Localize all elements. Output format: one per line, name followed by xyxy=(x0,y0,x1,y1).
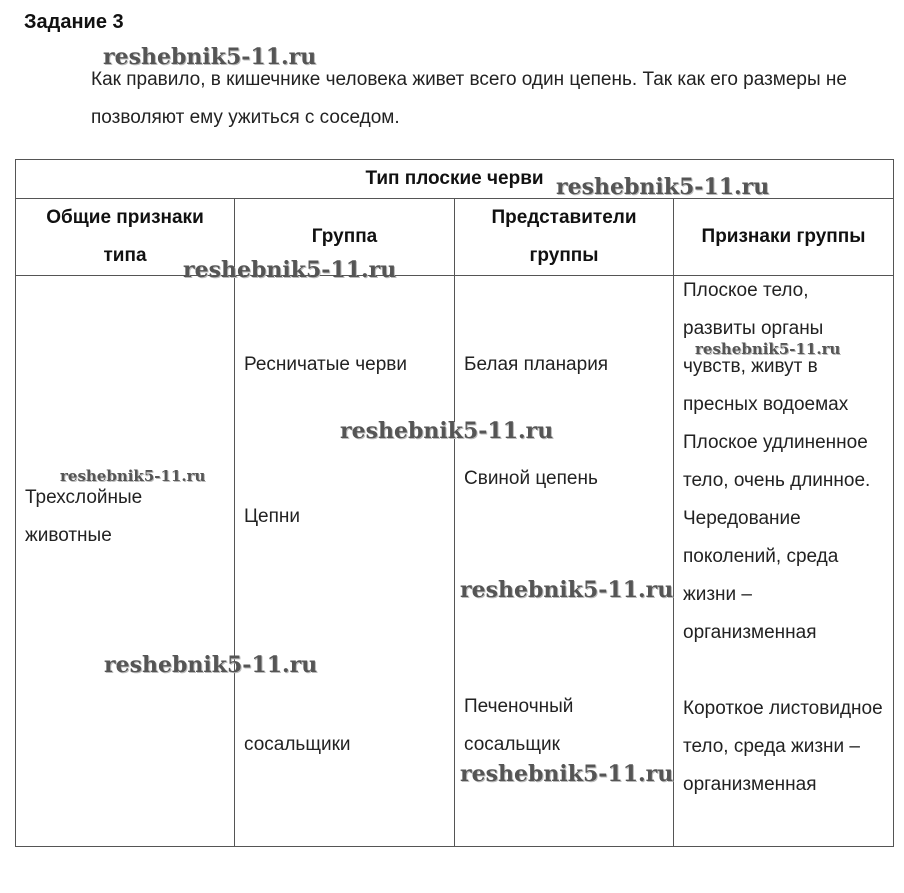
header-representatives: Представители группы xyxy=(455,199,674,276)
rep-liver-fluke: Печеночный сосальщик xyxy=(464,696,574,755)
watermark: reshebnik5-11.ru xyxy=(460,577,674,603)
watermark: reshebnik5-11.ru xyxy=(460,761,674,787)
rep-pork-tapeworm: Свиной цепень xyxy=(464,468,598,489)
rep-white-planaria: Белая планария xyxy=(464,354,609,375)
watermark: reshebnik5-11.ru xyxy=(340,418,554,444)
group-flukes: сосальщики xyxy=(244,734,351,755)
cell-group-traits xyxy=(674,276,894,847)
watermark: reshebnik5-11.ru xyxy=(695,340,841,358)
answer-paragraph: Как правило, в кишечнике человека живет всего один цепень. Так как его размеры не позволяют ему ужиться с соседом. xyxy=(91,69,847,128)
traits-flukes: Короткое листовидное тело, среда жизни – организменная xyxy=(683,698,883,795)
common-traits-text: Трехслойные животные xyxy=(25,487,143,546)
group-tapeworms: Цепни xyxy=(244,506,301,527)
cell-common-traits xyxy=(16,276,235,847)
watermark: reshebnik5-11.ru xyxy=(103,44,317,70)
watermark: reshebnik5-11.ru xyxy=(556,174,770,200)
traits-tapeworms: Плоское удлиненное тело, очень длинное. Чередование поколений, среда жизни – организменная xyxy=(683,432,871,643)
cell-groups xyxy=(235,276,455,847)
header-common-traits: Общие признаки типа xyxy=(16,199,235,276)
table-caption: Тип плоские черви xyxy=(16,160,894,199)
watermark: reshebnik5-11.ru xyxy=(60,467,206,485)
group-ciliated: Ресничатые черви xyxy=(244,354,408,375)
traits-ciliated: Плоское тело, развиты органы чувств, живут в пресных водоемах xyxy=(683,280,849,415)
header-group-traits: Признаки группы xyxy=(674,199,894,276)
task-title: Задание 3 xyxy=(24,11,124,33)
watermark: reshebnik5-11.ru xyxy=(104,652,318,678)
flatworms-table xyxy=(15,159,894,847)
watermark: reshebnik5-11.ru xyxy=(183,257,397,283)
header-group: Группа xyxy=(235,199,455,276)
